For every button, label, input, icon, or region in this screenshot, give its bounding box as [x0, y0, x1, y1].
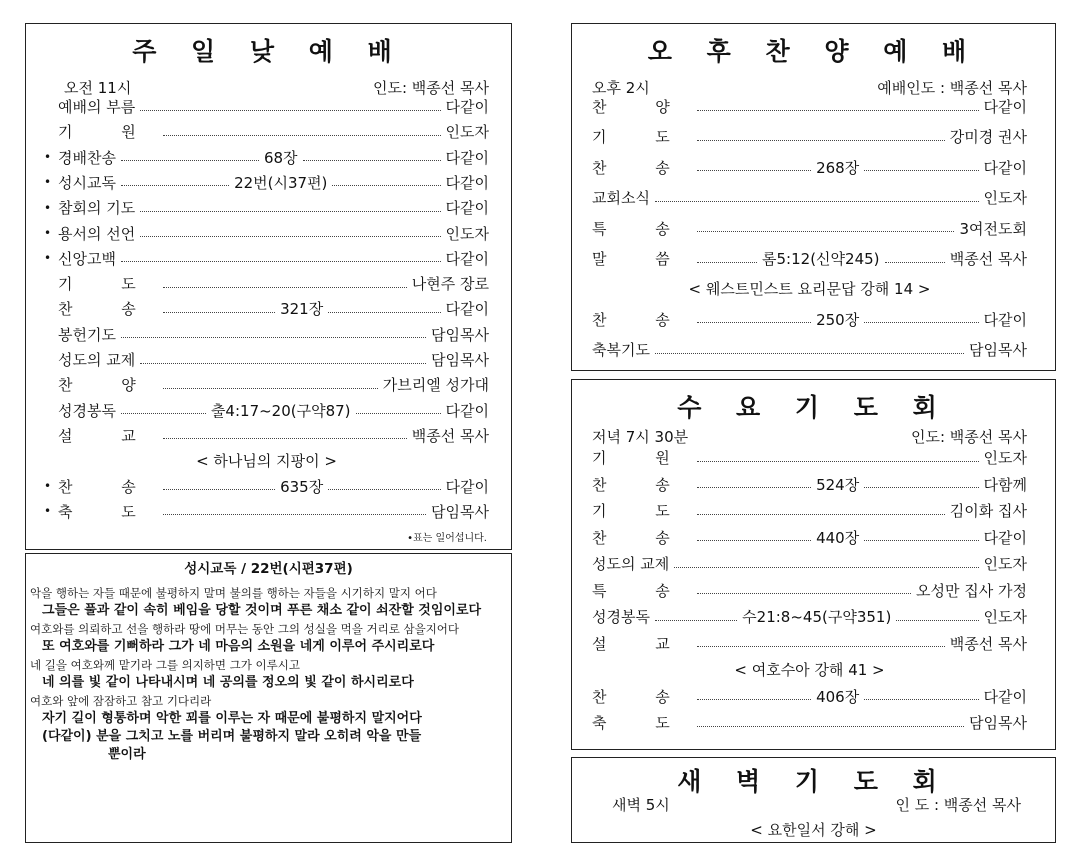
order-item-person: 다같이: [983, 687, 1028, 706]
order-item: [592, 712, 1027, 733]
wednesday-header: [592, 426, 1027, 447]
order-item-detail: 635장: [280, 477, 324, 496]
afternoon-time: 오후 2시: [592, 79, 650, 97]
order-item-person: 다같이: [445, 199, 489, 218]
dot-leader: [864, 698, 978, 700]
dot-leader: [697, 109, 979, 111]
dot-leader: [864, 539, 978, 541]
dot-leader: [864, 169, 978, 171]
order-item-label: 기 도: [58, 275, 158, 294]
order-item: [44, 197, 489, 218]
order-item-detail: 수21:8~45(구약351): [742, 608, 892, 626]
order-item-detail: 롬5:12(신약245): [762, 250, 880, 268]
order-item: [592, 633, 1027, 654]
dot-leader: [697, 698, 811, 700]
dot-leader: [697, 486, 811, 488]
order-item: [44, 349, 489, 370]
order-item-label: 성도의 교제: [58, 351, 136, 369]
sunday-time: 오전 11시: [64, 79, 132, 97]
dot-leader: [864, 321, 978, 323]
sunday-header: [64, 77, 489, 98]
order-item-person: 다같이: [983, 528, 1028, 547]
order-item-label: 경배찬송: [58, 148, 116, 167]
order-item-person: 다같이: [445, 300, 490, 319]
order-item-label: 찬 송: [592, 158, 692, 177]
order-item-person: 담임목사: [431, 502, 489, 521]
dot-leader: [697, 460, 979, 462]
order-item-label: 특 송: [592, 581, 692, 600]
dot-leader: [163, 437, 407, 439]
order-item-person: 담임목사: [431, 351, 489, 369]
order-item: [592, 126, 1027, 147]
order-item-person: 백종선 목사: [411, 426, 489, 445]
order-item-detail: 268장: [816, 158, 860, 177]
order-item-person: 다같이: [445, 148, 489, 167]
sermon-title: < 여호수아 강해 41 >: [734, 661, 885, 679]
order-item-label: 성경봉독: [592, 608, 650, 626]
dot-leader: [655, 619, 737, 621]
order-item-label: 찬 송: [58, 300, 158, 319]
dot-leader: [163, 134, 441, 136]
order-item: [592, 606, 1027, 627]
order-item-label: 성시교독: [58, 173, 116, 192]
order-item: [592, 447, 1027, 468]
dot-leader: [163, 387, 378, 389]
reading-leader-line: 여호와 앞에 잠잠하고 참고 기다리라: [30, 694, 212, 708]
order-item-label: 성도의 교제: [592, 555, 670, 573]
order-item: [592, 218, 1027, 239]
order-item-person: 다같이: [445, 401, 489, 420]
responsive-reading-text: [30, 584, 507, 764]
order-item-person: 인도자: [983, 449, 1027, 467]
order-item: [44, 172, 489, 193]
wednesday-time: 저녁 7시 30분: [592, 428, 689, 446]
order-item-person: 담임목사: [431, 325, 489, 344]
order-item: [44, 476, 489, 497]
order-item-label: 기 원: [592, 449, 692, 467]
order-item: [592, 500, 1027, 521]
dot-leader: [121, 184, 229, 186]
sunday-leader: 인도: 백종선 목사: [372, 79, 489, 97]
standing-bullet: •: [44, 150, 52, 165]
order-item-person: 인도자: [983, 608, 1028, 626]
order-item: [592, 187, 1027, 208]
order-item-label: 기 도: [592, 502, 692, 520]
order-item: [44, 273, 489, 294]
dawn-time: 새벽 5시: [612, 796, 670, 814]
order-item-label: 신앙고백: [58, 249, 116, 268]
dawn-service-title: 새 벽 기 도 회: [677, 767, 950, 796]
order-item: [592, 309, 1027, 330]
order-item: [592, 96, 1027, 117]
reading-leader-line: 악을 행하는 자들 때문에 불평하지 말며 불의를 행하는 자들을 시기하지 말지 어다: [30, 586, 437, 600]
dot-leader: [697, 645, 945, 647]
dot-leader: [697, 261, 757, 263]
order-item-detail: 321장: [280, 300, 324, 319]
afternoon-service-box: [571, 23, 1056, 371]
order-item-label: 기 도: [592, 128, 692, 147]
order-item-label: 축 도: [592, 714, 692, 732]
reading-congregation-line: 자기 길이 형통하며 악한 꾀를 이루는 자 때문에 불평하지 말지어다: [42, 711, 422, 726]
dot-leader: [163, 311, 275, 313]
dot-leader: [674, 566, 978, 568]
order-item: [592, 553, 1027, 574]
order-item: [44, 96, 489, 117]
order-item: [44, 248, 489, 269]
order-item: [44, 147, 489, 168]
order-item-label: 참회의 기도: [58, 199, 136, 218]
order-item: [44, 298, 489, 319]
order-item-label: 설 교: [58, 426, 158, 445]
order-item: [44, 501, 489, 522]
order-item-label: 찬 양: [58, 376, 158, 395]
order-item: [44, 374, 489, 395]
dot-leader: [697, 230, 955, 232]
afternoon-order-list: [592, 96, 1027, 366]
order-item-person: 오성만 집사 가정: [916, 581, 1027, 600]
sermon-title: < 웨스트민스트 요리문답 강해 14 >: [688, 280, 931, 299]
order-item-label: 축 도: [58, 502, 158, 521]
dawn-subtitle: < 요한일서 강해 >: [750, 821, 877, 839]
order-item-person: 나현주 장로: [411, 275, 489, 294]
order-item: [44, 121, 489, 142]
dot-leader: [697, 321, 811, 323]
dot-leader: [332, 184, 440, 186]
order-item: [592, 686, 1027, 707]
standing-bullet: •: [44, 200, 52, 215]
dot-leader: [864, 486, 978, 488]
wednesday-service-box: [571, 379, 1056, 750]
afternoon-leader: 예배인도 : 백종선 목사: [877, 79, 1027, 97]
dot-leader: [697, 725, 964, 727]
dot-leader: [655, 200, 979, 202]
dot-leader: [328, 311, 440, 313]
dot-leader: [697, 169, 811, 171]
order-item-label: 찬 송: [592, 310, 692, 329]
order-item-person: 백종선 목사: [949, 250, 1027, 268]
order-item: [592, 248, 1027, 269]
order-item-person: 다같이: [983, 158, 1028, 177]
dawn-header: [612, 794, 1021, 815]
order-item-person: 담임목사: [969, 341, 1027, 360]
order-item-label: 용서의 선언: [58, 224, 136, 243]
order-item-person: 다같이: [983, 98, 1027, 116]
order-item: [592, 339, 1027, 360]
dot-leader: [896, 619, 978, 621]
dot-leader: [697, 592, 911, 594]
dot-leader: [140, 362, 426, 364]
order-item-detail: 250장: [816, 310, 860, 329]
dot-leader: [163, 513, 426, 515]
order-item-person: 다함께: [983, 475, 1028, 494]
dot-leader: [140, 235, 440, 237]
order-item-detail: 406장: [816, 687, 860, 706]
order-item-person: 다같이: [983, 310, 1028, 329]
order-item-label: 찬 송: [592, 528, 692, 547]
order-item: [44, 425, 489, 446]
standing-bullet: •: [44, 504, 52, 519]
afternoon-header: [592, 77, 1027, 98]
order-item-person: 가브리엘 성가대: [382, 376, 489, 395]
order-item-label: 성경봉독: [58, 401, 116, 420]
dot-leader: [697, 513, 945, 515]
wednesday-service-title: 수 요 기 도 회: [677, 393, 950, 422]
standing-bullet: •: [44, 175, 52, 190]
order-item: [44, 324, 489, 345]
dot-leader: [140, 210, 440, 212]
order-item-person: 김이화 집사: [949, 502, 1027, 520]
order-item-label: 찬 송: [592, 687, 692, 706]
order-item: [592, 157, 1027, 178]
order-item-label: 말 씀: [592, 250, 692, 268]
order-item-label: 기 원: [58, 123, 158, 142]
reading-congregation-line: 또 여호와를 기뻐하라 그가 네 마음의 소원을 네게 이루어 주시리로다: [42, 639, 435, 654]
standing-bullet: •: [44, 479, 52, 493]
order-item: [44, 400, 489, 421]
order-item: [592, 580, 1027, 601]
order-item-label: 봉헌기도: [58, 325, 116, 344]
sunday-service-box: [25, 23, 512, 550]
reading-congregation-line: (다같이) 분을 그치고 노를 버리며 불평하지 말라 오히려 악을 만들: [42, 729, 422, 744]
order-item-person: 인도자: [983, 555, 1027, 573]
dot-leader: [885, 261, 945, 263]
order-item-label: 예배의 부름: [58, 98, 136, 116]
dot-leader: [163, 488, 275, 490]
order-item-label: 찬 양: [592, 98, 692, 116]
order-item-detail: 출4:17~20(구약87): [210, 401, 351, 420]
wednesday-order-list: [592, 447, 1027, 747]
reading-congregation-line: 그들은 풀과 같이 속히 베임을 당할 것이며 푸른 채소 같이 쇠잔할 것임이로다: [42, 603, 482, 618]
order-item-person: 다같이: [445, 477, 490, 496]
order-item-label: 찬 송: [58, 477, 158, 496]
order-item-person: 담임목사: [969, 714, 1027, 732]
order-item-label: 설 교: [592, 634, 692, 653]
reading-leader-line: 네 길을 여호와께 맡기라 그를 의지하면 그가 이루시고: [30, 658, 300, 672]
dot-leader: [121, 260, 441, 262]
wednesday-leader: 인도: 백종선 목사: [910, 428, 1027, 446]
responsive-reading-box: [25, 553, 512, 843]
dot-leader: [121, 336, 426, 338]
standing-bullet: •: [44, 251, 52, 266]
order-item-person: 인도자: [983, 189, 1027, 208]
dawn-leader: 인 도 : 백종선 목사: [895, 796, 1021, 814]
dot-leader: [655, 352, 964, 354]
dot-leader: [121, 412, 206, 414]
order-item-label: 특 송: [592, 219, 692, 238]
order-item-detail: 440장: [816, 528, 860, 547]
order-item: [592, 527, 1027, 548]
order-item-person: 인도자: [445, 224, 489, 243]
sunday-order-list: [44, 96, 490, 521]
dot-leader: [697, 539, 811, 541]
order-item-person: 다같이: [445, 98, 489, 116]
order-item-label: 교회소식: [592, 189, 650, 208]
order-item-person: 강미경 권사: [949, 128, 1027, 147]
sunday-service-title: 주 일 낮 예 배: [132, 37, 405, 66]
order-item-label: 찬 송: [592, 475, 692, 494]
sermon-title: < 하나님의 지팡이 >: [196, 452, 337, 471]
order-item-person: 다같이: [445, 173, 489, 192]
order-item-label: 축복기도: [592, 341, 650, 360]
order-item: [44, 223, 489, 244]
dawn-service-box: [571, 757, 1056, 843]
dot-leader: [303, 159, 441, 161]
afternoon-service-title: 오 후 찬 양 예 배: [647, 37, 980, 66]
dot-leader: [121, 159, 259, 161]
order-item-person: 3여전도회: [959, 219, 1027, 238]
order-item: [592, 474, 1027, 495]
order-item-person: 다같이: [445, 249, 489, 268]
reading-leader-line: 여호와를 의뢰하고 선을 행하라 땅에 머무는 동안 그의 성실을 먹을 거리로 삼을지어다: [30, 622, 460, 636]
order-item-detail: 68장: [263, 148, 298, 167]
standing-bullet: •: [44, 226, 52, 240]
reading-congregation-line: 네 의를 빛 같이 나타내시며 네 공의를 정오의 빛 같이 하시리로다: [42, 675, 414, 690]
dot-leader: [140, 109, 440, 111]
responsive-reading-title: 성시교독 / 22번(시편37편): [184, 561, 353, 577]
dot-leader: [328, 488, 440, 490]
dot-leader: [163, 286, 407, 288]
dot-leader: [697, 139, 945, 141]
order-item-person: 인도자: [445, 123, 489, 142]
dot-leader: [356, 412, 441, 414]
standing-note: •표는 일어섭니다.: [407, 533, 487, 544]
order-item-detail: 22번(시37편): [234, 173, 328, 192]
order-item-detail: 524장: [816, 475, 860, 494]
reading-congregation-line: 뿐이라: [108, 747, 146, 762]
order-item-person: 백종선 목사: [949, 634, 1027, 653]
